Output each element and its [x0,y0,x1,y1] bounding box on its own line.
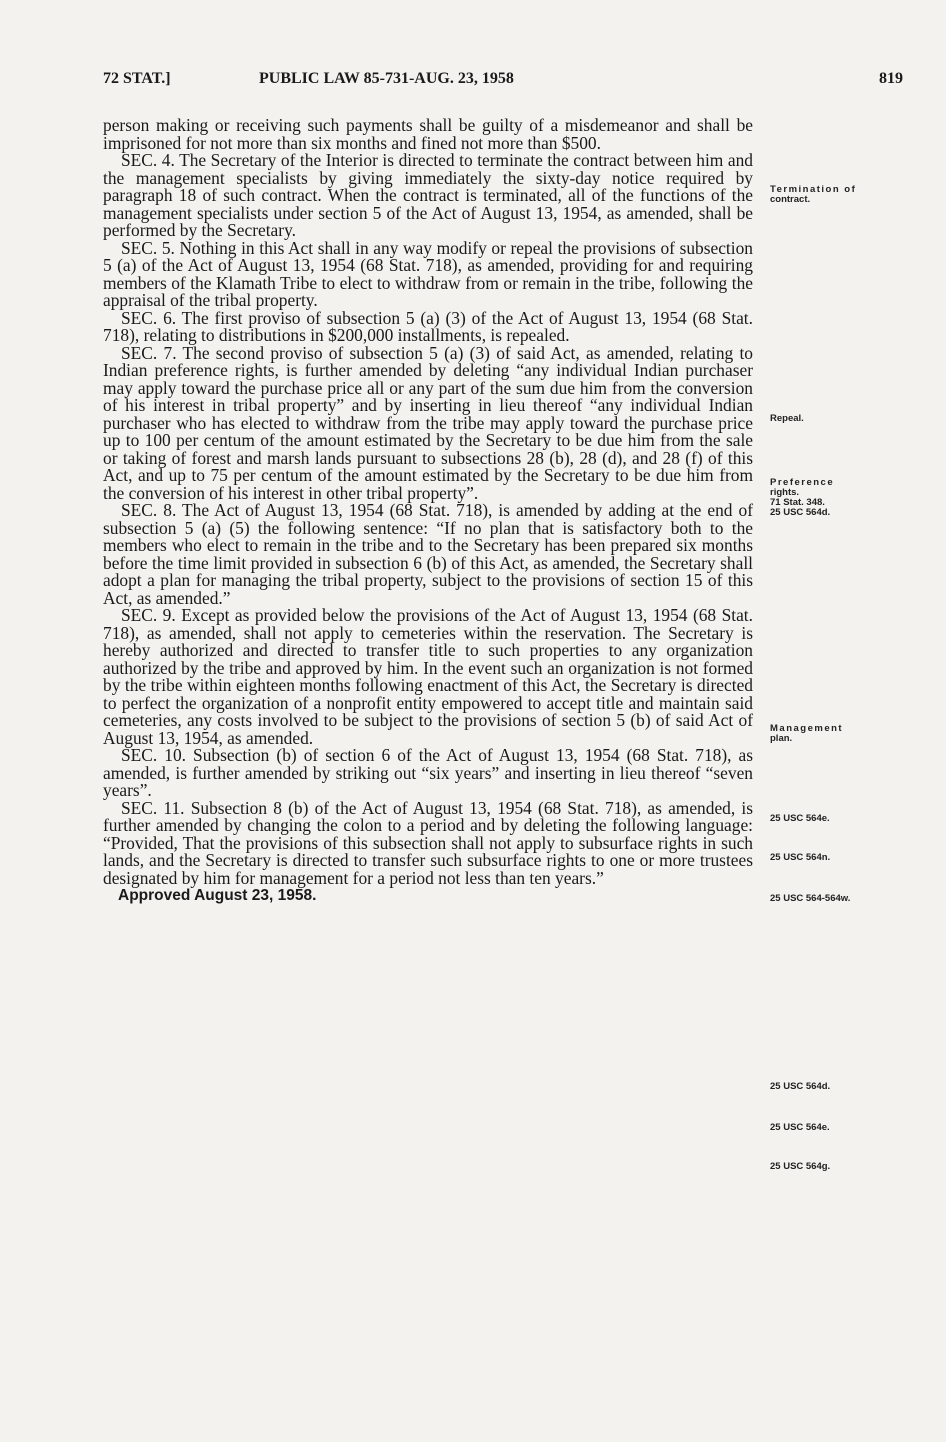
section-label: SEC. 4. [121,150,175,170]
note-line: Management [770,723,844,734]
section-text: Subsection (b) of section 6 of the Act of August 13, 1954 (68 Stat. 718), as amended, is further amended by striking out “six years” and inserting in lieu thereof “seven years”. [103,745,753,800]
margin-note-usc [770,1162,830,1172]
section-8 [103,502,753,607]
note-line: Repeal. [770,413,804,424]
section-text: Subsection 8 (b) of the Act of August 13, 1954 (68 Stat. 718), as amended, is further amended by changing the colon to a period and by deleting the following language: “Provided, That the provisions of this subsection shall not apply to subsurface rights in such lands, and the Secretary is directed to transfer such subsurface rights to one or more trustees designated by him for management for a period not less than ten years.” [103,797,753,888]
page-number: 819 [879,70,903,87]
section-text: Nothing in this Act shall in any way modify or repeal the provisions of subsection 5 (a) of the Act of August 13, 1954 (68 Stat. 718), as amended, providing for and requiring members of the Klamath Tribe to elect to withdraw from or remain in the tribe, following the appraisal of the tribal property. [103,237,753,310]
section-5 [103,237,753,310]
section-label: SEC. 5. [121,237,175,258]
section-7 [103,342,753,503]
section-10 [103,747,753,800]
section-9 [103,607,753,747]
margin-note-termination [770,185,856,205]
note-line: 25 USC 564g. [770,1161,831,1172]
note-line: 25 USC 564d. [770,1081,831,1092]
section-text: Except as provided below the provisions of the Act of August 13, 1954 (68 Stat. 718), as amended, shall not apply to cemeteries within the reservation. The Secretary is hereby authorized and directed to transfer title to such properties to any organization authorized by the tribe and approved by him. In the event such an organization is not formed by the tribe within eighteen months following enactment of this Act, the Secretary is directed to perfect the organization of a nonprofit entity empowered to accept title and maintain said cemeteries, any costs involved to be subject to the provisions of section 5 (b) of said Act of August 13, 1954, as amended. [103,605,753,748]
section-text: The Act of August 13, 1954 (68 Stat. 718), is amended by adding at the end of subsection 5 (a) (5) the following sentence: “If no plan that is satisfactory both to the members who elect to remain in the tribe and to the Secretary has been prepared six months before the time limit provided in subsection 6 (b) of this Act, as amended, the Secretary shall adopt a plan for managing the tribal property, subject to the provisions of section 15 of this Act, as amended.” [103,500,753,608]
section-text: The second proviso of subsection 5 (a) (3) of said Act, as amended, relating to Indian preference rights, is further amended by deleting “any individual Indian purchaser may apply toward the purchase price all or any part of the sum due him from the conversion of his interest in tribal property” and by inserting in lieu thereof “any individual Indian purchaser who has elected to withdraw from the tribe may apply toward the purchase price up to 100 per centum of the amount estimated by the Secretary to be due him from the sale or taking of forest and marsh lands pursuant to subsections 28 (b), 28 (d), and 28 (f) of this Act, and up to 75 per centum of the amount estimated by the Secretary to be due him from the conversion of his interest in other tribal property”. [103,342,753,503]
approval-line: Approved August 23, 1958. [118,887,317,904]
margin-note-usc [770,1082,830,1092]
section-label: SEC. 6. [121,307,177,328]
volume-label: 72 STAT.] [103,70,171,87]
running-header [103,70,903,94]
margin-note-usc [770,1123,830,1133]
section-label: SEC. 11. [121,797,185,818]
section-label: SEC. 9. [121,605,176,625]
section-label: SEC. 7. [121,342,177,363]
note-line: Preference [770,477,835,488]
note-line: plan. [770,733,793,744]
margin-note-repeal [770,414,804,424]
intro-paragraph: person making or receiving such payments shall be guilty of a misdemeanor and shall be imprisoned for not more than six months and fined not more than $500. [103,115,753,153]
note-line: Termination of [770,184,857,195]
note-line: 25 USC 564e. [770,1122,830,1133]
header-title: PUBLIC LAW 85-731-AUG. 23, 1958 [259,70,514,87]
section-6 [103,307,753,345]
note-line: 71 Stat. 348. [770,497,825,508]
note-line: contract. [770,194,811,205]
margin-note-preference [770,478,834,518]
section-label: SEC. 8. [121,500,177,520]
margin-note-usc [770,853,830,863]
margin-note-usc [770,814,830,824]
section-text: The Secretary of the Interior is directed to terminate the contract between him and the management specialists by giving immediately the sixty-day notice required by paragraph 18 of such contract. When the contract is terminated, all of the functions of the management specialists under section 5 of the Act of August 13, 1954, as amended, shall be performed by the Secretary. [103,150,753,240]
section-4 [103,152,753,240]
note-line: rights. [770,487,800,498]
margin-note-management [770,724,843,744]
margin-note-usc [770,894,850,904]
section-text: The first proviso of subsection 5 (a) (3) of the Act of August 13, 1954 (68 Stat. 718), relating to distributions in $200,000 installments, is repealed. [103,307,753,345]
note-line: 25 USC 564e. [770,813,830,824]
section-label: SEC. 10. [121,745,187,765]
note-line: 25 USC 564-564w. [770,893,851,904]
note-line: 25 USC 564n. [770,852,831,863]
section-11 [103,797,753,888]
body-text [103,117,753,905]
note-line: 25 USC 564d. [770,507,831,518]
